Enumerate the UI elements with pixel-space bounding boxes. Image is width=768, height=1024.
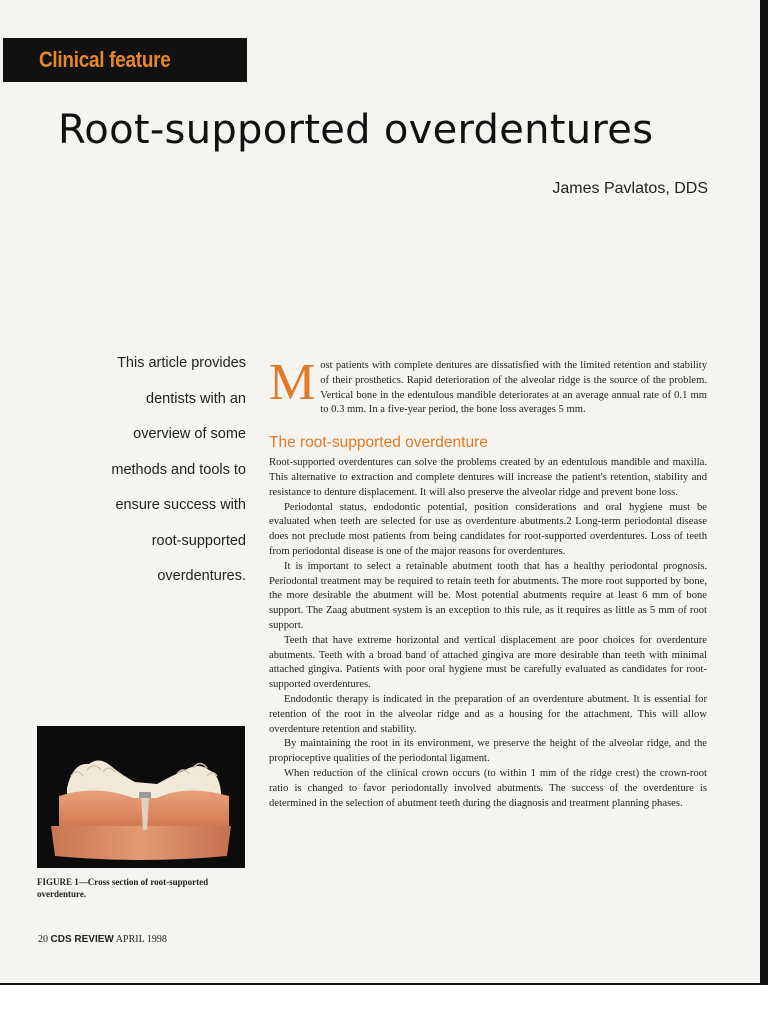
- pull-quote-line: dentists with an: [146, 390, 246, 407]
- body-paragraph: Periodontal status, endodontic potential, position considerations and oral hygiene must be evaluated when teeth are selected for use as overdenture abutments.2 Long-term periodontal disease does not preclude most patients from being candidates for root-supported overdentures. Loss of teeth from periodontal disease is one of the major reasons for overdentures.: [269, 501, 707, 557]
- intro-paragraph: [269, 354, 707, 418]
- body-paragraph: By maintaining the root in its environment, we preserve the height of the alveolar ridge, and the proprioceptive qualities of the periodontal ligament.: [269, 738, 707, 765]
- page-margin: [0, 985, 768, 1024]
- body-paragraph: Root-supported overdentures can solve the problems created by an edentulous mandible and maxilla. This alternative to extraction and complete dentures will increase the patient's retention, stability and resistance to denture displacement. It will also preserve the alveolar ridge and prevent bone loss.: [269, 457, 707, 498]
- section-badge: [3, 38, 247, 82]
- journal-name: CDS REVIEW: [50, 934, 114, 945]
- article-author: James Pavlatos, DDS: [552, 180, 708, 197]
- figure-caption: FIGURE 1—Cross section of root-supported overdenture.: [37, 877, 209, 899]
- article-body: [269, 354, 707, 811]
- section-heading: The root-supported overdenture: [269, 434, 488, 452]
- issue-date: APRIL 1998: [115, 934, 167, 945]
- page-edge-shadow: [760, 0, 768, 1024]
- page-footer: [38, 934, 167, 945]
- pull-quote: [86, 355, 246, 604]
- pull-quote-line: root-supported: [151, 532, 246, 549]
- body-paragraph: Endodontic therapy is indicated in the preparation of an overdenture abutment. It is essential for retention of the root in the alveolar ridge and as a housing for the attachment. This will allow overdenture retention and stability.: [269, 693, 707, 735]
- pull-quote-line: overdentures.: [157, 568, 246, 584]
- pull-quote-line: methods and tools to: [111, 461, 246, 478]
- article-title: Root-supported overdentures: [58, 107, 654, 153]
- body-paragraph: When reduction of the clinical crown occurs (to within 1 mm of the ridge crest) the crown-root ratio is changed to favor periodontally involved abutments. The success of the overdenture is determined in the selection of abutment teeth during the diagnosis and treatment planning phases.: [269, 767, 707, 809]
- pull-quote-line: overview of some: [133, 426, 246, 442]
- body-paragraph: It is important to select a retainable abutment tooth that has a healthy periodontal prognosis. Periodontal treatment may be required to retain teeth for abutments. The more root supported by bone, the more desirable the abutment will be. Most potential abutments require at least 6 mm of bone support. The Zaag abutment system is an exception to this rule, as it requires as little as 5 mm of root support.: [269, 560, 707, 631]
- intro-text: ost patients with complete dentures are dissatisfied with the limited retention and stability of their prosthetics. Rapid deterioration of the alveolar ridge is the source of the problem. Vertical bone in the edentulous mandible deteriorates at an average annual rate of 0.1 mm to 0.3 mm. In a five-year period, the bone loss averages 5 mm.: [320, 360, 707, 416]
- section-label: Clinical feature: [39, 47, 171, 72]
- pull-quote-line: This article provides: [117, 355, 246, 371]
- page-number: 20: [38, 934, 48, 945]
- denture-cross-section-image: [37, 726, 245, 868]
- drop-cap: M: [269, 354, 316, 411]
- figure-photo: [37, 726, 245, 868]
- pull-quote-line: ensure success with: [115, 497, 246, 513]
- body-paragraph: Teeth that have extreme horizontal and vertical displacement are poor choices for overdenture abutments. Teeth with a broad band of attached gingiva are more desirable than teeth with minimal attached gingiva. Patients with poor oral hygiene must be carefully evaluated as candidates for root-supported overdentures.: [269, 634, 707, 691]
